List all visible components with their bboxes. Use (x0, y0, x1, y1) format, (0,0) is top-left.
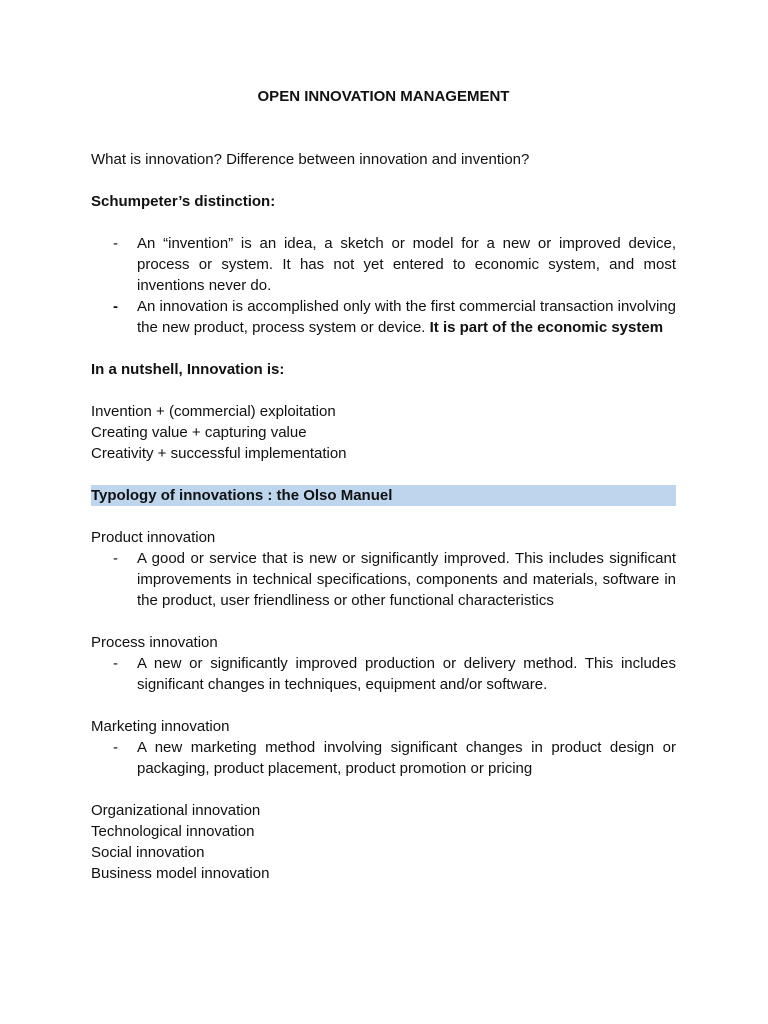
nutshell-heading: In a nutshell, Innovation is: (91, 361, 285, 378)
innovation-definition: An innovation is accomplished only with the first commercial transaction involving the new product, process system or device. (137, 298, 676, 336)
bullet-dash: - (113, 550, 118, 567)
nutshell-line: Creativity + successful implementation (91, 445, 347, 462)
schumpeter-list (91, 233, 676, 338)
product-innovation-text: A good or service that is new or significantly improved. This includes significant improvements in technical specifications, components and materials, software in the product, user friendliness or other functional characteristics (137, 550, 676, 609)
other-innovation-type: Organizational innovation (91, 802, 261, 819)
marketing-innovation-label: Marketing innovation (91, 718, 230, 735)
typology-heading: Typology of innovations : the Olso Manuel (91, 485, 676, 506)
marketing-innovation-text: A new marketing method involving significant changes in product design or packaging, product placement, product promotion or pricing (137, 739, 676, 777)
process-innovation-text: A new or significantly improved production or delivery method. This includes significant changes in techniques, equipment and/or software. (137, 655, 676, 693)
other-innovation-type: Social innovation (91, 844, 205, 861)
list-item-innovation (91, 296, 676, 338)
bullet-dash: - (113, 298, 118, 315)
other-innovation-type: Business model innovation (91, 865, 270, 882)
document-body (91, 86, 676, 884)
other-innovation-type: Technological innovation (91, 823, 255, 840)
bullet-dash: - (113, 235, 118, 252)
page-title: OPEN INNOVATION MANAGEMENT (257, 88, 510, 105)
nutshell-line: Invention + (commercial) exploitation (91, 403, 336, 420)
marketing-innovation-item (91, 737, 676, 779)
bullet-dash: - (113, 739, 118, 756)
typology-heading-row (91, 485, 676, 506)
process-innovation-item (91, 653, 676, 695)
nutshell-line: Creating value + capturing value (91, 424, 307, 441)
product-innovation-item (91, 548, 676, 611)
invention-definition: An “invention” is an idea, a sketch or model for a new or improved device, process or system. It has not yet entered to economic system, and most inventions never do. (137, 235, 676, 294)
bullet-dash: - (113, 655, 118, 672)
innovation-emphasis: It is part of the economic system (429, 319, 664, 336)
intro-question: What is innovation? Difference between innovation and invention? (91, 151, 530, 168)
product-innovation-label: Product innovation (91, 529, 216, 546)
process-innovation-label: Process innovation (91, 634, 218, 651)
schumpeter-heading: Schumpeter’s distinction: (91, 193, 276, 210)
list-item-invention (91, 233, 676, 296)
